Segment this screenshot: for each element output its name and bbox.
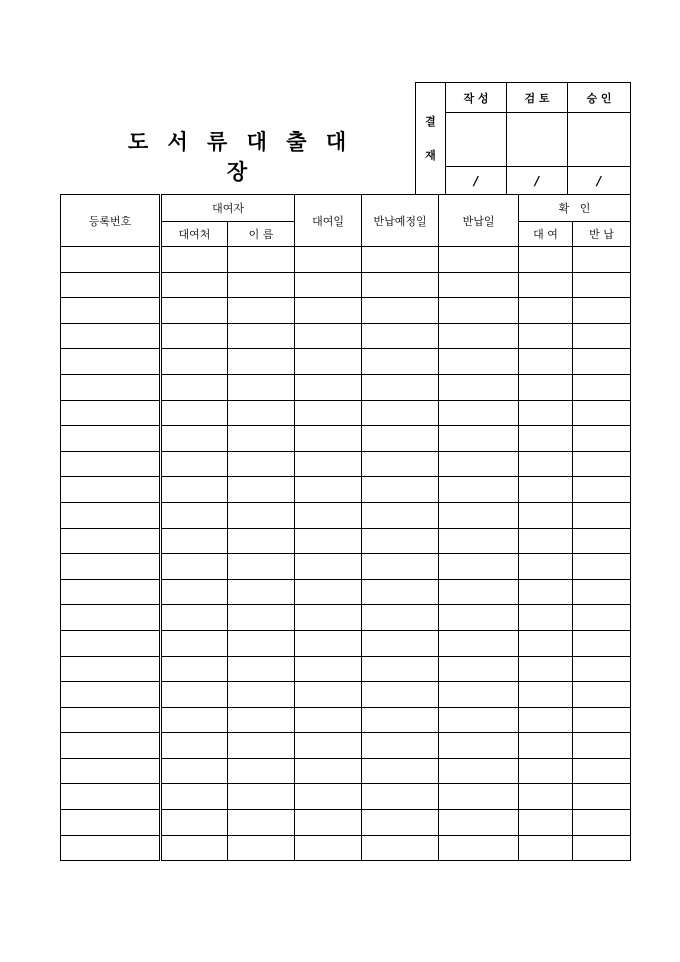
cell-due-date[interactable]: [362, 554, 439, 580]
cell-registration-no[interactable]: [61, 579, 161, 605]
cell-borrower-org[interactable]: [161, 579, 228, 605]
cell-registration-no[interactable]: [61, 758, 161, 784]
cell-confirm-loan[interactable]: [519, 758, 573, 784]
header-confirm: 확 인: [519, 195, 631, 222]
cell-return-date[interactable]: [439, 272, 519, 298]
cell-loan-date[interactable]: [295, 374, 362, 400]
cell-registration-no[interactable]: [61, 400, 161, 426]
cell-return-date[interactable]: [439, 758, 519, 784]
header-due-date: 반납예정일: [362, 195, 439, 247]
approval-date-author[interactable]: /: [446, 167, 507, 195]
cell-confirm-return[interactable]: [573, 272, 631, 298]
cell-due-date[interactable]: [362, 272, 439, 298]
cell-borrower-org[interactable]: [161, 272, 228, 298]
cell-registration-no[interactable]: [61, 502, 161, 528]
cell-due-date[interactable]: [362, 451, 439, 477]
cell-due-date[interactable]: [362, 349, 439, 375]
cell-borrower-name[interactable]: [228, 733, 295, 759]
cell-registration-no[interactable]: [61, 451, 161, 477]
header-return-date: 반납일: [439, 195, 519, 247]
cell-confirm-return[interactable]: [573, 247, 631, 273]
cell-borrower-name[interactable]: [228, 579, 295, 605]
page-title: 도 서 류 대 출 대 장: [127, 129, 353, 184]
cell-return-date[interactable]: [439, 630, 519, 656]
cell-confirm-loan[interactable]: [519, 502, 573, 528]
cell-due-date[interactable]: [362, 784, 439, 810]
table-row: [61, 579, 631, 605]
cell-registration-no[interactable]: [61, 349, 161, 375]
cell-registration-no[interactable]: [61, 477, 161, 503]
cell-borrower-name[interactable]: [228, 400, 295, 426]
approval-header-review: 검 토: [507, 83, 568, 113]
approval-date-review[interactable]: /: [507, 167, 568, 195]
header-borrower: 대여자: [161, 195, 295, 222]
approval-header-author: 작 성: [446, 83, 507, 113]
cell-due-date[interactable]: [362, 426, 439, 452]
cell-due-date[interactable]: [362, 810, 439, 836]
cell-borrower-name[interactable]: [228, 810, 295, 836]
cell-due-date[interactable]: [362, 579, 439, 605]
cell-confirm-loan[interactable]: [519, 733, 573, 759]
table-row: [61, 426, 631, 452]
cell-loan-date[interactable]: [295, 758, 362, 784]
cell-confirm-return[interactable]: [573, 502, 631, 528]
cell-borrower-name[interactable]: [228, 349, 295, 375]
cell-loan-date[interactable]: [295, 579, 362, 605]
cell-confirm-loan[interactable]: [519, 835, 573, 861]
cell-loan-date[interactable]: [295, 605, 362, 631]
header-confirm-loan: 대 여: [519, 222, 573, 247]
cell-borrower-name[interactable]: [228, 707, 295, 733]
cell-confirm-loan[interactable]: [519, 323, 573, 349]
cell-confirm-return[interactable]: [573, 323, 631, 349]
cell-borrower-name[interactable]: [228, 835, 295, 861]
cell-borrower-name[interactable]: [228, 784, 295, 810]
cell-return-date[interactable]: [439, 502, 519, 528]
cell-return-date[interactable]: [439, 810, 519, 836]
cell-confirm-return[interactable]: [573, 835, 631, 861]
approval-label: [416, 83, 446, 195]
cell-due-date[interactable]: [362, 400, 439, 426]
cell-loan-date[interactable]: [295, 323, 362, 349]
header-registration-no: 등록번호: [61, 195, 161, 247]
table-row: [61, 707, 631, 733]
cell-loan-date[interactable]: [295, 733, 362, 759]
cell-registration-no[interactable]: [61, 733, 161, 759]
cell-borrower-org[interactable]: [161, 426, 228, 452]
approval-sign-author[interactable]: [446, 113, 507, 167]
cell-borrower-name[interactable]: [228, 477, 295, 503]
table-row: [61, 733, 631, 759]
cell-loan-date[interactable]: [295, 247, 362, 273]
cell-due-date[interactable]: [362, 733, 439, 759]
cell-confirm-return[interactable]: [573, 784, 631, 810]
cell-registration-no[interactable]: [61, 323, 161, 349]
cell-registration-no[interactable]: [61, 784, 161, 810]
cell-confirm-loan[interactable]: [519, 451, 573, 477]
cell-loan-date[interactable]: [295, 810, 362, 836]
cell-confirm-return[interactable]: [573, 374, 631, 400]
cell-confirm-loan[interactable]: [519, 298, 573, 324]
cell-confirm-loan[interactable]: [519, 374, 573, 400]
cell-borrower-org[interactable]: [161, 707, 228, 733]
table-row: [61, 247, 631, 273]
cell-borrower-org[interactable]: [161, 502, 228, 528]
cell-confirm-loan[interactable]: [519, 477, 573, 503]
cell-due-date[interactable]: [362, 323, 439, 349]
cell-borrower-org[interactable]: [161, 810, 228, 836]
cell-borrower-org[interactable]: [161, 554, 228, 580]
cell-registration-no[interactable]: [61, 656, 161, 682]
cell-borrower-name[interactable]: [228, 426, 295, 452]
cell-registration-no[interactable]: [61, 374, 161, 400]
cell-borrower-name[interactable]: [228, 605, 295, 631]
cell-borrower-name[interactable]: [228, 528, 295, 554]
cell-due-date[interactable]: [362, 656, 439, 682]
cell-borrower-name[interactable]: [228, 554, 295, 580]
cell-borrower-name[interactable]: [228, 247, 295, 273]
cell-return-date[interactable]: [439, 733, 519, 759]
cell-confirm-return[interactable]: [573, 349, 631, 375]
cell-return-date[interactable]: [439, 835, 519, 861]
cell-registration-no[interactable]: [61, 707, 161, 733]
cell-borrower-name[interactable]: [228, 298, 295, 324]
cell-confirm-return[interactable]: [573, 707, 631, 733]
cell-return-date[interactable]: [439, 477, 519, 503]
cell-registration-no[interactable]: [61, 554, 161, 580]
cell-borrower-org[interactable]: [161, 784, 228, 810]
cell-return-date[interactable]: [439, 682, 519, 708]
cell-confirm-return[interactable]: [573, 810, 631, 836]
cell-confirm-loan[interactable]: [519, 272, 573, 298]
table-row: [61, 630, 631, 656]
cell-borrower-org[interactable]: [161, 349, 228, 375]
cell-return-date[interactable]: [439, 784, 519, 810]
cell-borrower-name[interactable]: [228, 502, 295, 528]
cell-confirm-loan[interactable]: [519, 605, 573, 631]
cell-borrower-name[interactable]: [228, 630, 295, 656]
approval-sign-approve[interactable]: [568, 113, 631, 167]
cell-confirm-loan[interactable]: [519, 630, 573, 656]
table-row: [61, 374, 631, 400]
cell-loan-date[interactable]: [295, 656, 362, 682]
cell-due-date[interactable]: [362, 707, 439, 733]
cell-due-date[interactable]: [362, 247, 439, 273]
header-borrower-name: 이 름: [228, 222, 295, 247]
cell-return-date[interactable]: [439, 554, 519, 580]
cell-loan-date[interactable]: [295, 349, 362, 375]
ledger-body: [61, 247, 631, 861]
cell-due-date[interactable]: [362, 298, 439, 324]
approval-sign-review[interactable]: [507, 113, 568, 167]
cell-loan-date[interactable]: [295, 784, 362, 810]
approval-label-bottom: 재: [425, 148, 436, 162]
table-row: [61, 835, 631, 861]
cell-borrower-org[interactable]: [161, 630, 228, 656]
cell-confirm-return[interactable]: [573, 733, 631, 759]
cell-confirm-loan[interactable]: [519, 810, 573, 836]
table-row: [61, 528, 631, 554]
table-row: [61, 323, 631, 349]
header-loan-date: 대여일: [295, 195, 362, 247]
cell-confirm-return[interactable]: [573, 400, 631, 426]
cell-loan-date[interactable]: [295, 298, 362, 324]
cell-due-date[interactable]: [362, 528, 439, 554]
cell-borrower-org[interactable]: [161, 528, 228, 554]
cell-confirm-loan[interactable]: [519, 784, 573, 810]
cell-registration-no[interactable]: [61, 247, 161, 273]
cell-confirm-loan[interactable]: [519, 579, 573, 605]
cell-borrower-org[interactable]: [161, 247, 228, 273]
cell-loan-date[interactable]: [295, 272, 362, 298]
table-row: [61, 810, 631, 836]
cell-due-date[interactable]: [362, 477, 439, 503]
table-row: [61, 400, 631, 426]
cell-borrower-org[interactable]: [161, 400, 228, 426]
cell-borrower-org[interactable]: [161, 682, 228, 708]
cell-confirm-loan[interactable]: [519, 554, 573, 580]
cell-loan-date[interactable]: [295, 835, 362, 861]
table-row: [61, 758, 631, 784]
approval-label-top: 결: [425, 114, 436, 128]
cell-loan-date[interactable]: [295, 451, 362, 477]
cell-borrower-name[interactable]: [228, 682, 295, 708]
cell-confirm-loan[interactable]: [519, 400, 573, 426]
cell-registration-no[interactable]: [61, 630, 161, 656]
cell-borrower-org[interactable]: [161, 451, 228, 477]
cell-confirm-return[interactable]: [573, 656, 631, 682]
cell-confirm-loan[interactable]: [519, 247, 573, 273]
cell-registration-no[interactable]: [61, 835, 161, 861]
cell-borrower-name[interactable]: [228, 451, 295, 477]
cell-confirm-return[interactable]: [573, 298, 631, 324]
cell-return-date[interactable]: [439, 323, 519, 349]
cell-borrower-org[interactable]: [161, 758, 228, 784]
cell-confirm-loan[interactable]: [519, 349, 573, 375]
cell-confirm-loan[interactable]: [519, 707, 573, 733]
cell-confirm-return[interactable]: [573, 528, 631, 554]
cell-loan-date[interactable]: [295, 554, 362, 580]
cell-confirm-loan[interactable]: [519, 656, 573, 682]
cell-loan-date[interactable]: [295, 502, 362, 528]
cell-return-date[interactable]: [439, 579, 519, 605]
cell-borrower-name[interactable]: [228, 758, 295, 784]
cell-due-date[interactable]: [362, 605, 439, 631]
cell-borrower-org[interactable]: [161, 374, 228, 400]
cell-confirm-return[interactable]: [573, 682, 631, 708]
cell-loan-date[interactable]: [295, 682, 362, 708]
cell-return-date[interactable]: [439, 400, 519, 426]
cell-registration-no[interactable]: [61, 810, 161, 836]
cell-loan-date[interactable]: [295, 477, 362, 503]
cell-due-date[interactable]: [362, 835, 439, 861]
cell-due-date[interactable]: [362, 630, 439, 656]
cell-return-date[interactable]: [439, 528, 519, 554]
cell-borrower-org[interactable]: [161, 733, 228, 759]
cell-confirm-return[interactable]: [573, 630, 631, 656]
loan-ledger-table: [60, 194, 631, 861]
cell-confirm-return[interactable]: [573, 477, 631, 503]
cell-confirm-return[interactable]: [573, 605, 631, 631]
cell-borrower-name[interactable]: [228, 272, 295, 298]
cell-borrower-org[interactable]: [161, 323, 228, 349]
cell-due-date[interactable]: [362, 758, 439, 784]
table-row: [61, 554, 631, 580]
table-row: [61, 477, 631, 503]
cell-loan-date[interactable]: [295, 630, 362, 656]
cell-registration-no[interactable]: [61, 272, 161, 298]
table-row: [61, 272, 631, 298]
table-row: [61, 451, 631, 477]
cell-borrower-org[interactable]: [161, 477, 228, 503]
cell-loan-date[interactable]: [295, 528, 362, 554]
cell-registration-no[interactable]: [61, 528, 161, 554]
approval-header-approve: 승 인: [568, 83, 631, 113]
cell-borrower-org[interactable]: [161, 298, 228, 324]
approval-box: [415, 82, 631, 195]
cell-due-date[interactable]: [362, 502, 439, 528]
cell-confirm-loan[interactable]: [519, 528, 573, 554]
header-confirm-return: 반 납: [573, 222, 631, 247]
cell-return-date[interactable]: [439, 374, 519, 400]
cell-registration-no[interactable]: [61, 298, 161, 324]
cell-due-date[interactable]: [362, 374, 439, 400]
cell-borrower-name[interactable]: [228, 656, 295, 682]
table-row: [61, 784, 631, 810]
cell-confirm-return[interactable]: [573, 554, 631, 580]
cell-return-date[interactable]: [439, 451, 519, 477]
cell-borrower-org[interactable]: [161, 835, 228, 861]
cell-confirm-return[interactable]: [573, 579, 631, 605]
cell-registration-no[interactable]: [61, 605, 161, 631]
cell-return-date[interactable]: [439, 426, 519, 452]
approval-date-approve[interactable]: /: [568, 167, 631, 195]
cell-confirm-return[interactable]: [573, 426, 631, 452]
table-row: [61, 502, 631, 528]
cell-borrower-name[interactable]: [228, 323, 295, 349]
table-row: [61, 605, 631, 631]
cell-return-date[interactable]: [439, 707, 519, 733]
cell-loan-date[interactable]: [295, 426, 362, 452]
header-borrower-org: 대여처: [161, 222, 228, 247]
table-row: [61, 656, 631, 682]
cell-confirm-return[interactable]: [573, 758, 631, 784]
cell-return-date[interactable]: [439, 247, 519, 273]
cell-return-date[interactable]: [439, 656, 519, 682]
cell-confirm-return[interactable]: [573, 451, 631, 477]
cell-borrower-name[interactable]: [228, 374, 295, 400]
cell-due-date[interactable]: [362, 682, 439, 708]
cell-return-date[interactable]: [439, 298, 519, 324]
cell-borrower-org[interactable]: [161, 605, 228, 631]
cell-registration-no[interactable]: [61, 426, 161, 452]
table-row: [61, 682, 631, 708]
table-row: [61, 298, 631, 324]
cell-registration-no[interactable]: [61, 682, 161, 708]
cell-loan-date[interactable]: [295, 707, 362, 733]
cell-loan-date[interactable]: [295, 400, 362, 426]
cell-borrower-org[interactable]: [161, 656, 228, 682]
cell-return-date[interactable]: [439, 605, 519, 631]
table-row: [61, 349, 631, 375]
cell-confirm-loan[interactable]: [519, 426, 573, 452]
cell-confirm-loan[interactable]: [519, 682, 573, 708]
cell-return-date[interactable]: [439, 349, 519, 375]
